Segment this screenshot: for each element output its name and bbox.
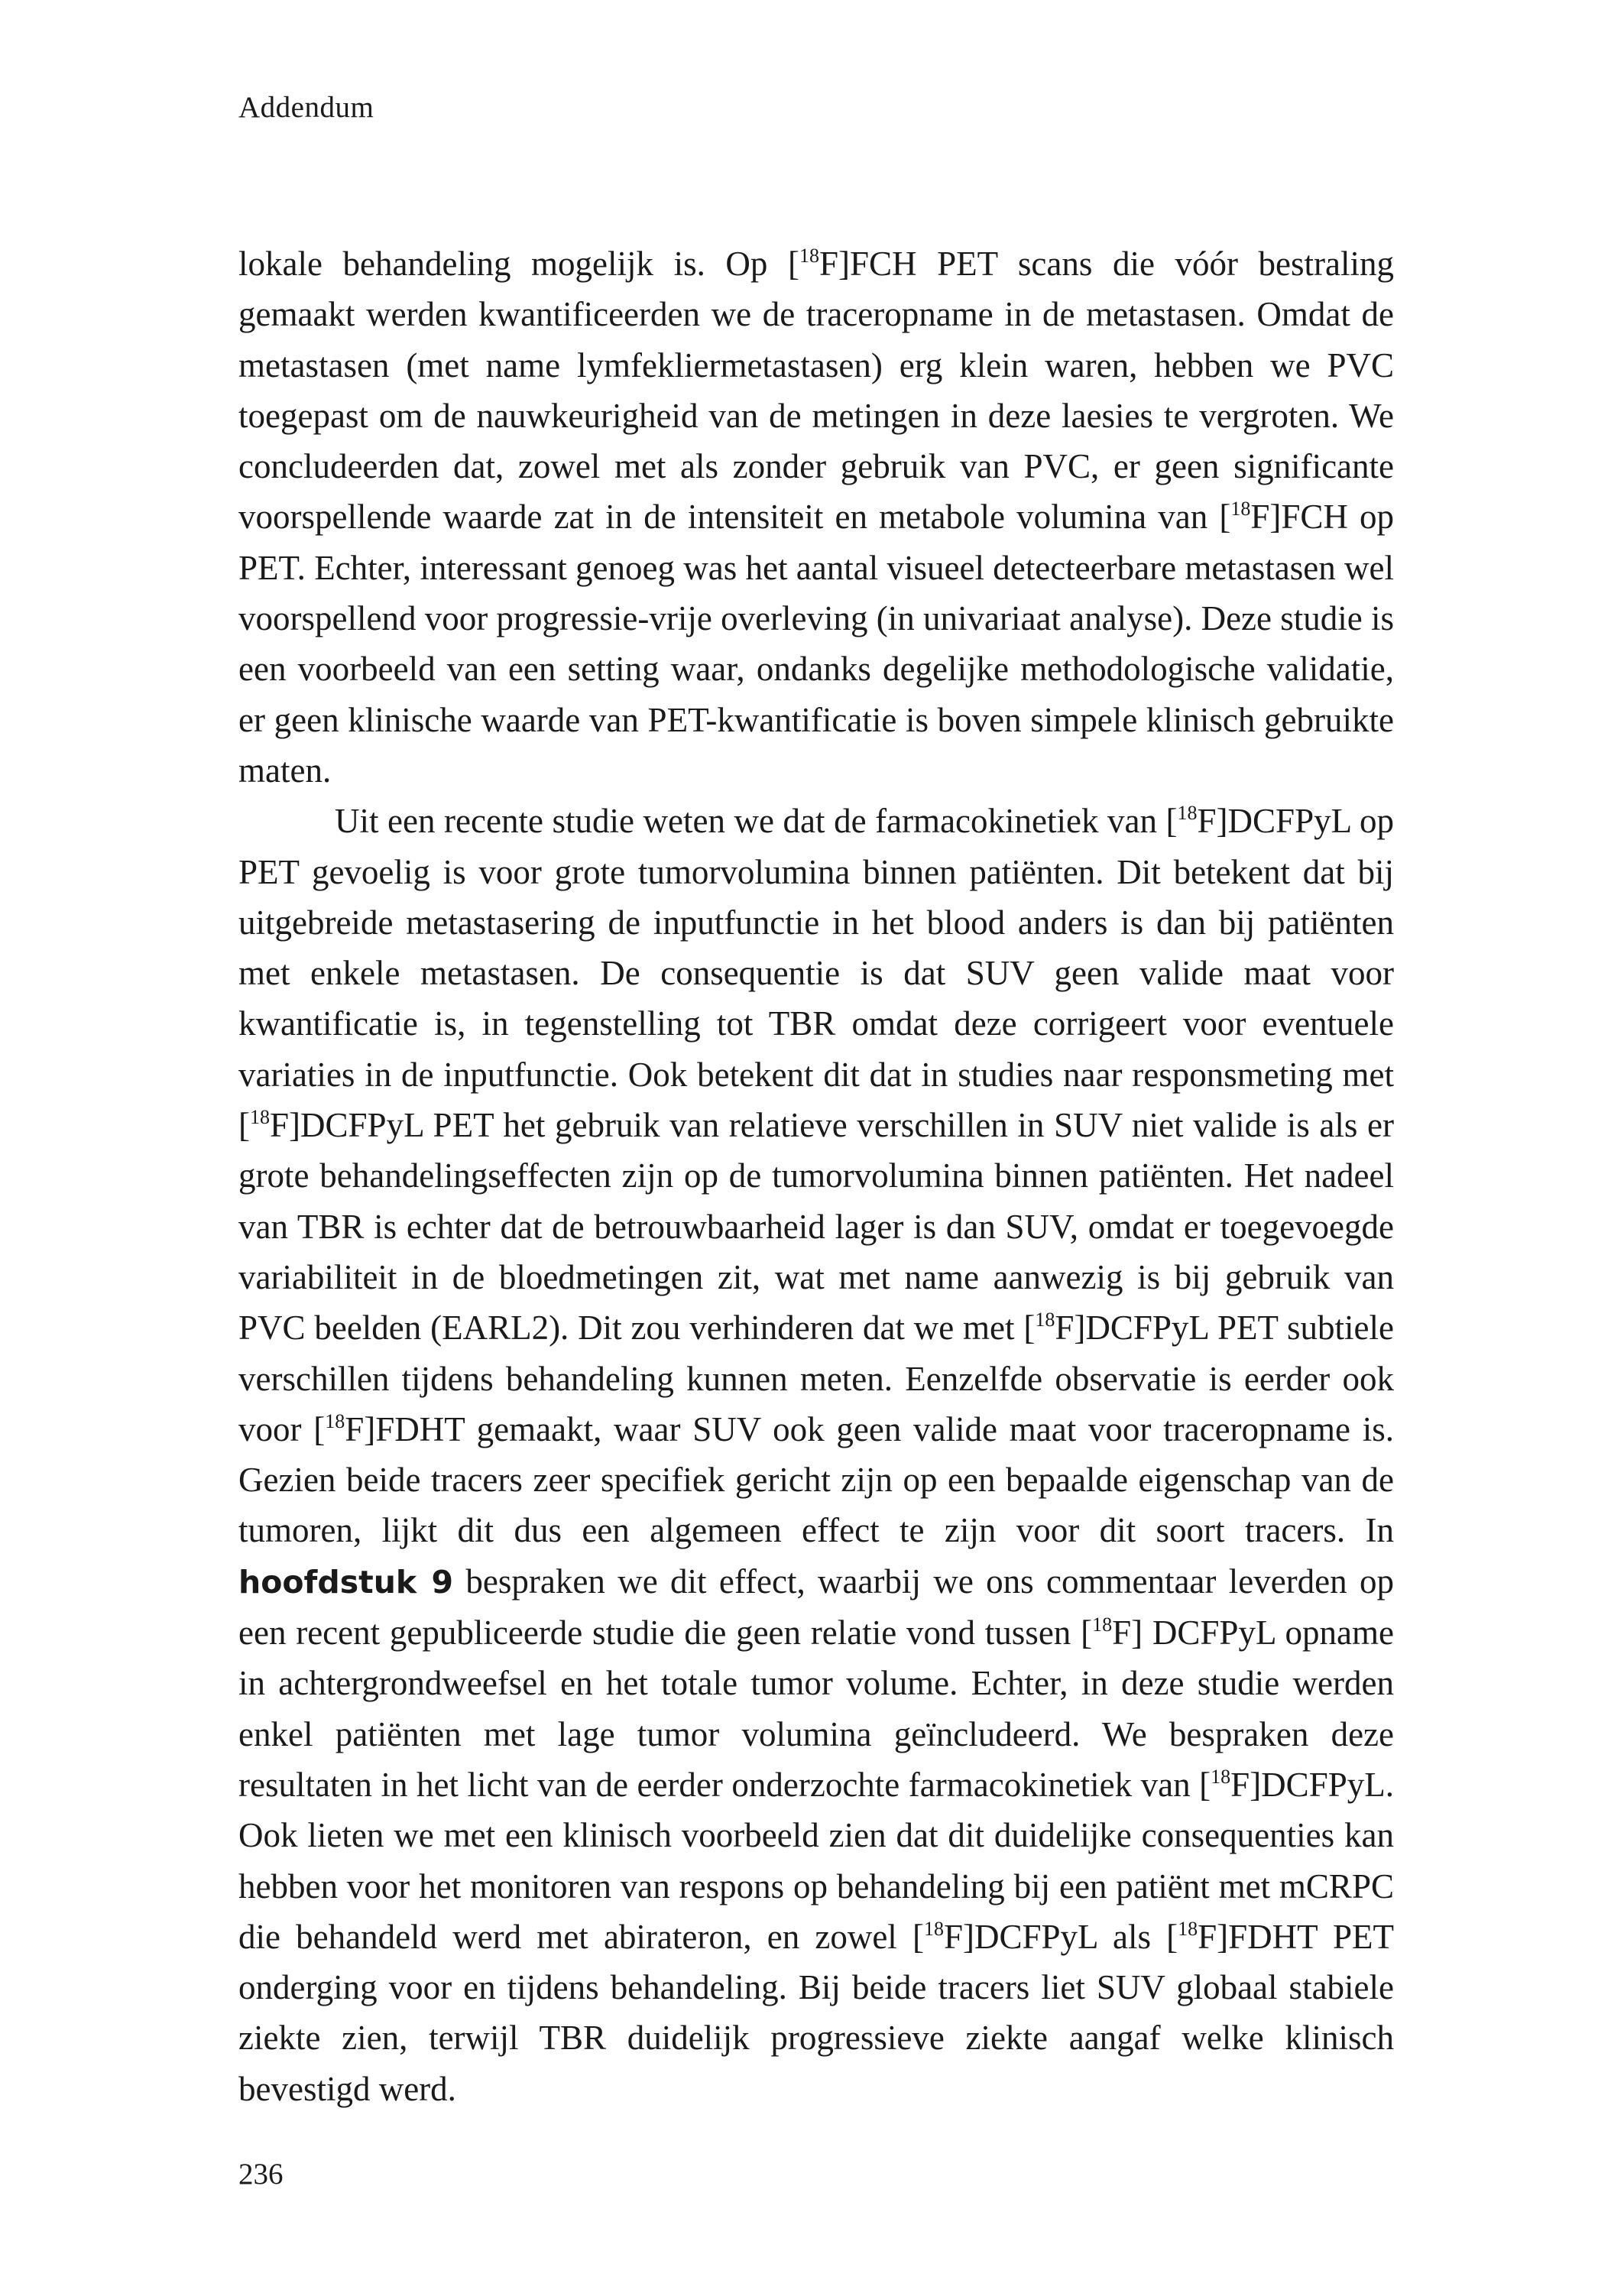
paragraph: [238, 238, 1394, 796]
isotope-superscript: 18: [1177, 802, 1198, 825]
isotope-superscript: 18: [325, 1409, 345, 1432]
text-run: Uit een recente studie weten we dat de farmacokinetiek van [: [335, 802, 1178, 841]
isotope-superscript: 18: [923, 1917, 944, 1940]
chapter-reference: hoofdstuk 9: [238, 1563, 454, 1601]
isotope-superscript: 18: [250, 1106, 270, 1129]
isotope-superscript: 18: [1230, 498, 1251, 521]
text-run: F]DCFPyL PET subtiele verschillen tijdens behandeling kunnen meten. Eenzelfde observatie is eerder ook voor [: [238, 1309, 1394, 1448]
text-run: F]FDHT PET onderging voor en tijdens behandeling. Bij beide tracers liet SUV globaal stabiele ziekte zien, terwijl TBR duidelijk progressieve ziekte aangaf welke klinisch bevestigd werd.: [238, 1917, 1395, 2108]
text-run: F]FCH op PET. Echter, interessant genoeg was het aantal visueel detecteerbare metastasen wel voorspellend voor progressie-vrije overleving (in univariaat analyse). Deze studie is een voorbeeld van een setting waar, ondanks degelijke methodologische validatie, er geen klinische waarde van PET-kwantificatie is boven simpele klinisch gebruikte maten.: [238, 498, 1395, 790]
isotope-superscript: 18: [799, 245, 819, 267]
isotope-superscript: 18: [1178, 1917, 1198, 1940]
running-header: Addendum: [238, 91, 374, 124]
text-run: F]DCFPyL. Ook lieten we met een klinisch voorbeeld zien dat dit duidelijke consequenties kan hebben voor het monitoren van respons op behandeling bij een patiënt met mCRPC die behandeld werd met abirateron, en zowel [: [238, 1765, 1394, 1956]
isotope-superscript: 18: [1092, 1614, 1113, 1636]
text-run: F]FDHT gemaakt, waar SUV ook geen valide maat voor traceropname is. Gezien beide tracers zeer specifiek gericht zijn op een bepaalde eigenschap van de tumoren, lijkt dit dus een algemeen effect te zijn voor dit soort tracers. In: [238, 1409, 1394, 1550]
text-run: F]DCFPyL als [: [943, 1917, 1178, 1956]
text-run: F] DCFPyL opname in achtergrondweefsel en het totale tumor volume. Echter, in deze studie werden enkel patiënten met lage tumor volumina geïncludeerd. We bespraken deze resultaten in het licht van de eerder onderzochte farmacokinetiek van [: [238, 1614, 1394, 1804]
paragraph: [238, 796, 1394, 2114]
page-number: 236: [238, 2158, 284, 2191]
text-run: F]FCH PET scans die vóór bestraling gemaakt werden kwantificeerden we de traceropname in de metastasen. Omdat de metastasen (met name lymfekliermetastasen) erg klein waren, hebben we PVC toegepast om de nauwkeurigheid van de metingen in deze laesies te vergroten. We concludeerden dat, zowel met als zonder gebruik van PVC, er geen significante voorspellende waarde zat in de intensiteit en metabole volumina van [: [238, 245, 1395, 537]
body-text: [238, 238, 1394, 2114]
isotope-superscript: 18: [1035, 1309, 1055, 1331]
text-run: F]DCFPyL PET het gebruik van relatieve verschillen in SUV niet valide is als er grote behandelingseffecten zijn op de tumorvolumina binnen patiënten. Het nadeel van TBR is echter dat de betrouwbaarheid lager is dan SUV, omdat er toegevoegde variabiliteit in de bloedmetingen zit, wat met name aanwezig is bij gebruik van PVC beelden (EARL2). Dit zou verhinderen dat we met [: [238, 1106, 1394, 1348]
isotope-superscript: 18: [1211, 1765, 1231, 1788]
text-run: lokale behandeling mogelijk is. Op [: [238, 245, 799, 283]
text-run: F]DCFPyL op PET gevoelig is voor grote tumorvolumina binnen patiënten. Dit betekent dat bij uitgebreide metastasering de inputfunctie in het blood anders is dan bij patiënten met enkele metastasen. De consequentie is dat SUV geen valide maat voor kwantificatie is, in tegenstelling tot TBR omdat deze corrigeert voor eventuele variaties in de inputfunctie. Ook betekent dit dat in studies naar responsmeting met [: [238, 802, 1394, 1145]
text-run: bespraken we dit effect, waarbij we ons commentaar leverden op een recent gepubliceerde studie die geen relatie vond tussen [: [238, 1562, 1394, 1652]
